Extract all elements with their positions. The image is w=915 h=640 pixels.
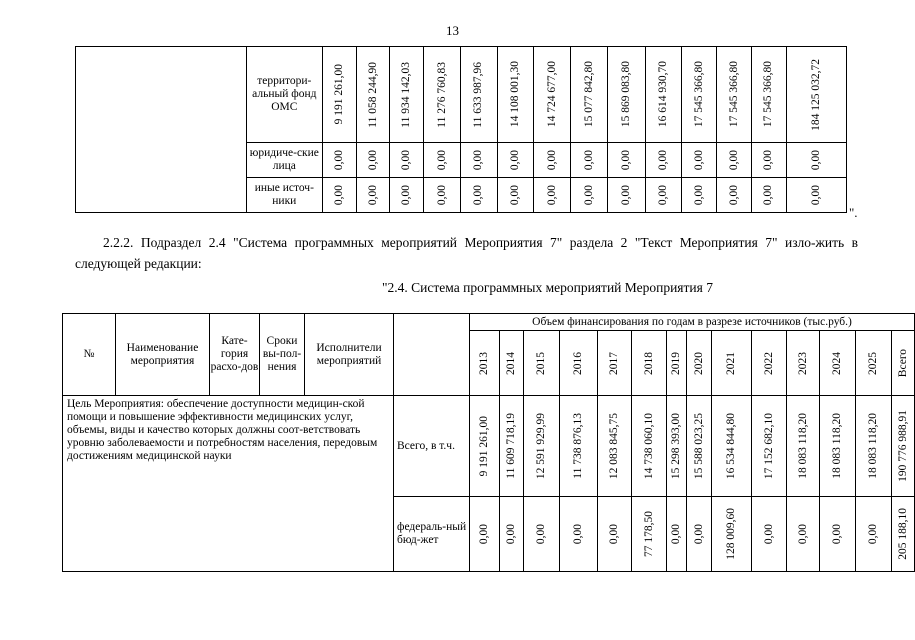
value-cell	[717, 47, 752, 143]
value-cell	[534, 47, 571, 143]
value-cell	[390, 143, 424, 178]
value-cell	[786, 47, 846, 143]
row-label: юридиче-ские лица	[246, 143, 323, 178]
year-header	[632, 331, 667, 396]
value-cell	[667, 497, 687, 572]
value-cell	[390, 47, 424, 143]
value-text: 0,00	[796, 523, 809, 545]
value-cell	[356, 47, 390, 143]
year-header	[500, 331, 524, 396]
value-cell	[682, 143, 717, 178]
funding-table-continued	[75, 46, 847, 213]
year-header	[470, 331, 500, 396]
value-text: 15 077 842,80	[582, 61, 595, 128]
value-text: 0,00	[535, 523, 547, 545]
value-cell	[598, 396, 632, 497]
value-text: 0,00	[809, 149, 822, 171]
value-cell	[524, 497, 560, 572]
value-text: 0,00	[435, 184, 448, 206]
value-text: 0,00	[400, 184, 413, 206]
value-cell	[632, 497, 667, 572]
year-header	[598, 331, 632, 396]
table1-row	[76, 47, 847, 143]
value-text: 0,00	[762, 523, 775, 545]
value-cell	[460, 47, 497, 143]
value-cell	[571, 47, 608, 143]
year-text: 2021	[725, 351, 737, 375]
value-text: 17 152 682,10	[762, 412, 775, 480]
value-cell	[497, 143, 534, 178]
value-cell	[820, 497, 856, 572]
value-cell	[682, 178, 717, 213]
value-text: 0,00	[472, 184, 485, 206]
value-cell	[424, 47, 461, 143]
value-cell	[786, 178, 846, 213]
value-text: 0,00	[472, 149, 485, 171]
value-text: 11 609 718,19	[505, 413, 517, 479]
value-text: 0,00	[545, 184, 558, 206]
value-text: 0,00	[727, 149, 740, 171]
value-cell	[560, 396, 598, 497]
value-text: 0,00	[478, 523, 490, 545]
value-text: 11 276 760,83	[435, 61, 448, 128]
value-text: 128 009,60	[725, 508, 737, 560]
header-executors: Исполнители мероприятий	[305, 314, 394, 396]
value-cell	[497, 47, 534, 143]
value-text: 12 591 929,99	[535, 412, 547, 480]
year-header	[560, 331, 598, 396]
header-terms: Сроки вы-пол-нения	[260, 314, 305, 396]
value-text: 0,00	[545, 149, 558, 171]
row-label: иные источ-ники	[246, 178, 323, 213]
value-cell	[534, 143, 571, 178]
value-cell	[712, 396, 752, 497]
year-text: 2014	[505, 351, 517, 375]
value-text: 14 724 677,00	[545, 61, 558, 128]
value-cell	[856, 396, 892, 497]
header-num: №	[63, 314, 116, 396]
value-text: 77 178,50	[642, 511, 655, 557]
value-cell	[667, 396, 687, 497]
value-text: 0,00	[366, 184, 379, 206]
value-cell	[820, 396, 856, 497]
value-text: 0,00	[619, 184, 632, 206]
year-header	[667, 331, 687, 396]
value-text: 0,00	[657, 184, 670, 206]
year-header	[820, 331, 856, 396]
year-header	[856, 331, 892, 396]
value-cell	[645, 143, 682, 178]
table2-row	[63, 396, 915, 497]
value-cell	[500, 396, 524, 497]
year-text: 2022	[762, 351, 775, 375]
value-cell	[687, 497, 712, 572]
value-cell	[534, 178, 571, 213]
activities-table	[62, 313, 915, 572]
value-cell	[751, 178, 786, 213]
year-header	[752, 331, 787, 396]
value-cell	[571, 143, 608, 178]
value-text: 0,00	[582, 149, 595, 171]
value-text: 0,00	[435, 149, 448, 171]
row-label: Всего, в т.ч.	[394, 396, 470, 497]
value-cell	[752, 396, 787, 497]
year-text: 2015	[535, 351, 547, 375]
year-text: 2016	[572, 351, 584, 375]
value-cell	[717, 178, 752, 213]
value-text: 15 588 023,25	[692, 412, 705, 480]
value-text: 14 738 060,10	[642, 412, 655, 480]
value-cell	[645, 178, 682, 213]
value-cell	[470, 396, 500, 497]
value-text: 0,00	[692, 184, 705, 206]
value-cell	[560, 497, 598, 572]
value-text: 18 083 118,20	[867, 413, 879, 479]
value-cell	[500, 497, 524, 572]
value-text: 17 545 366,80	[762, 61, 775, 128]
value-cell	[607, 178, 645, 213]
value-text: 190 776 988,91	[896, 410, 909, 482]
value-cell	[607, 47, 645, 143]
value-cell	[751, 143, 786, 178]
value-cell	[752, 497, 787, 572]
value-text: 11 934 142,03	[400, 61, 413, 128]
value-text: 12 083 845,75	[608, 412, 620, 480]
year-text: Всего	[896, 348, 909, 378]
value-cell	[717, 143, 752, 178]
year-text: 2023	[796, 351, 809, 375]
value-text: 17 545 366,80	[692, 61, 705, 128]
year-header	[787, 331, 820, 396]
value-cell	[356, 143, 390, 178]
value-text: 15 869 083,80	[619, 61, 632, 128]
value-cell	[470, 497, 500, 572]
value-cell	[323, 143, 357, 178]
value-cell	[607, 143, 645, 178]
value-cell	[424, 143, 461, 178]
value-text: 0,00	[332, 184, 345, 206]
value-text: 0,00	[657, 149, 670, 171]
value-cell	[787, 497, 820, 572]
value-text: 0,00	[509, 149, 522, 171]
row-label: территори-альный фонд ОМС	[246, 47, 323, 143]
value-cell	[460, 143, 497, 178]
value-text: 0,00	[366, 149, 379, 171]
section-subheading: "2.4. Система программных мероприятий Мероприятия 7	[382, 280, 713, 295]
value-text: 17 545 366,80	[727, 61, 740, 128]
value-cell	[645, 47, 682, 143]
value-cell	[687, 396, 712, 497]
value-text: 14 108 001,30	[509, 61, 522, 128]
value-text: 9 191 261,00	[478, 415, 490, 477]
year-text: 2024	[831, 351, 843, 375]
value-cell	[356, 178, 390, 213]
value-text: 0,00	[809, 184, 822, 206]
header-name: Наименование мероприятия	[116, 314, 210, 396]
year-text: 2025	[867, 351, 879, 375]
value-text: 0,00	[572, 523, 584, 545]
value-cell	[524, 396, 560, 497]
year-text: 2017	[608, 351, 620, 375]
value-text: 0,00	[505, 523, 517, 545]
value-cell	[712, 497, 752, 572]
value-text: 0,00	[867, 523, 879, 545]
goal-cell: Цель Мероприятия: обеспечение доступности медицин-ской помощи и повышение эффективности медицинских услуг, объемы, виды и качество которых должны соот-ветствовать уровню заболеваемости и потребностям населения, передовым достижениям медицинской науки	[63, 396, 394, 572]
year-header	[892, 331, 915, 396]
value-text: 0,00	[762, 184, 775, 206]
value-cell	[460, 178, 497, 213]
value-cell	[632, 396, 667, 497]
row-label: федераль-ный бюд-жет	[394, 497, 470, 572]
value-text: 0,00	[831, 523, 843, 545]
header-funding: Объем финансирования по годам в разрезе источников (тыс.руб.)	[470, 314, 915, 331]
value-cell	[892, 396, 915, 497]
value-text: 0,00	[670, 523, 682, 545]
value-text: 0,00	[400, 149, 413, 171]
value-cell	[390, 178, 424, 213]
value-cell	[856, 497, 892, 572]
value-cell	[323, 178, 357, 213]
year-header	[687, 331, 712, 396]
value-text: 0,00	[762, 149, 775, 171]
value-cell	[598, 497, 632, 572]
header-category: Кате-гория расхо-дов	[210, 314, 260, 396]
value-text: 18 083 118,20	[831, 413, 843, 479]
value-cell	[424, 178, 461, 213]
page-number: 13	[446, 23, 459, 38]
value-text: 205 188,10	[896, 508, 909, 560]
closing-quote: ".	[849, 205, 858, 220]
year-header	[712, 331, 752, 396]
value-cell	[786, 143, 846, 178]
value-cell	[682, 47, 717, 143]
value-text: 184 125 032,72	[809, 58, 822, 131]
value-text: 16 534 844,80	[725, 412, 737, 480]
value-text: 0,00	[692, 149, 705, 171]
empty-cell	[76, 47, 247, 213]
value-text: 18 083 118,20	[796, 413, 809, 479]
value-text: 0,00	[509, 184, 522, 206]
year-text: 2018	[642, 351, 655, 375]
value-text: 0,00	[582, 184, 595, 206]
year-text: 2020	[692, 351, 705, 375]
value-cell	[497, 178, 534, 213]
value-text: 0,00	[727, 184, 740, 206]
value-cell	[751, 47, 786, 143]
value-cell	[787, 396, 820, 497]
header-blank	[394, 314, 470, 396]
year-header	[524, 331, 560, 396]
value-cell	[892, 497, 915, 572]
value-text: 15 298 393,00	[670, 412, 682, 480]
value-text: 0,00	[692, 523, 705, 545]
value-text: 11 058 244,90	[366, 61, 379, 128]
year-text: 2013	[478, 351, 490, 375]
value-text: 9 191 261,00	[332, 64, 345, 125]
value-text: 0,00	[332, 149, 345, 171]
value-text: 16 614 930,70	[657, 61, 670, 128]
value-cell	[323, 47, 357, 143]
value-cell	[571, 178, 608, 213]
value-text: 11 738 876,13	[572, 413, 584, 479]
value-text: 11 633 987,96	[472, 61, 485, 128]
value-text: 0,00	[608, 523, 620, 545]
year-text: 2019	[670, 351, 682, 375]
value-text: 0,00	[619, 149, 632, 171]
paragraph-text: 2.2.2. Подраздел 2.4 "Система программных мероприятий Мероприятия 7" раздела 2 "Текст Мероприятия 7" изло-жить в следующей редакции:	[75, 235, 858, 271]
